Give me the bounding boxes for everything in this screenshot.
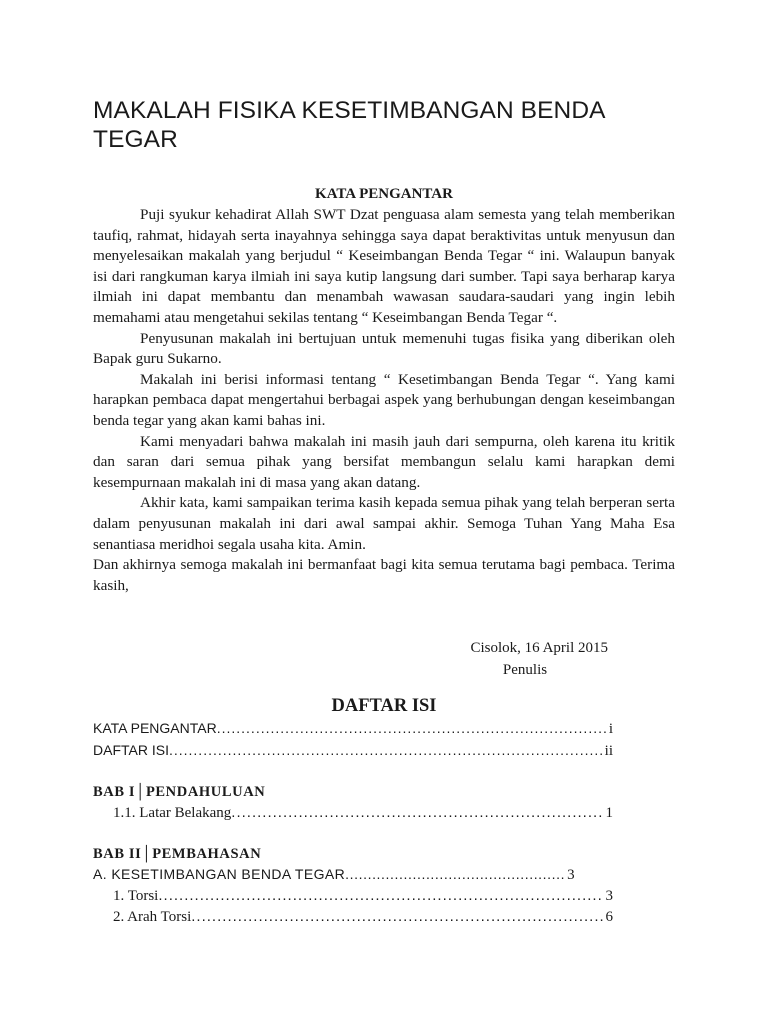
toc-page-number: 3	[605, 888, 613, 904]
toc-entry-torsi[interactable]	[113, 887, 613, 907]
toc-page-number: i	[608, 721, 613, 737]
toc-leader-dots	[345, 866, 565, 882]
toc-leader-dots	[231, 804, 603, 821]
preface-paragraph: Penyusunan makalah ini bertujuan untuk memenuhi tugas fisika yang diberikan oleh Bapak guru Sukarno.	[93, 329, 675, 368]
toc-entry-label: 1. Torsi	[113, 888, 159, 904]
preface-paragraph: Akhir kata, kami sampaikan terima kasih kepada semua pihak yang telah berperan serta dalam penyusunan makalah ini dari awal sampai akhir. Semoga Tuhan Yang Maha Esa senantiasa meridhoi segala usaha kita. Amin.	[93, 494, 675, 553]
preface-paragraph: Puji syukur kehadirat Allah SWT Dzat penguasa alam semesta yang telah memberikan taufiq, rahmat, hidayah serta inayahnya sehingga saya dapat beraktivitas untuk menyusun dan menyelesaikan makalah yang berjudul “ Keseimbangan Benda Tegar “ ini. Walaupun banyak isi dari rangkuman karya ilmiah ini saya kutip langsung dari sumber. Tapi saya berharap karya ilmiah ini dapat membantu dan menambah wawasan saudara-saudari yang ingin lebih memahami atau mengetahui sekilas tentang “ Keseimbangan Benda Tegar “.	[93, 206, 675, 326]
toc-entry-arah-torsi[interactable]	[113, 908, 613, 928]
preface-paragraph: Kami menyadari bahwa makalah ini masih jauh dari sempurna, oleh karena itu kritik dan saran dari semua pihak yang bersifat membangun selalu kami harapkan demi kesempurnaan makalah ini di masa yang akan datang.	[93, 432, 675, 491]
toc-entry-label: 1.1. Latar Belakang	[113, 805, 232, 821]
preface-paragraph: Makalah ini berisi informasi tentang “ Kesetimbangan Benda Tegar “. Yang kami harapkan pembaca dapat mengertahui berbagai aspek yang berhubungan dengan keseimbangan benda tegar yang akan kami bahas ini.	[93, 370, 675, 429]
toc-page-number: 1	[605, 805, 613, 821]
author-name: Penulis	[502, 662, 548, 678]
toc-entry-label: A. KESETIMBANGAN BENDA TEGAR	[93, 866, 346, 882]
toc-leader-dots	[169, 742, 603, 758]
toc-leader-dots	[217, 720, 607, 736]
toc-entry-kesetimbangan[interactable]	[93, 866, 613, 886]
toc-page-number: ii	[604, 743, 613, 759]
toc-entry-label: KATA PENGANTAR	[93, 720, 217, 736]
preface-heading: KATA PENGANTAR	[315, 186, 453, 202]
toc-entry-label: DAFTAR ISI	[93, 742, 169, 758]
toc-entry-kata-pengantar[interactable]	[93, 720, 613, 740]
toc-entry-label: 2. Arah Torsi	[113, 909, 192, 925]
toc-leader-dots	[158, 887, 603, 904]
preface-body	[93, 205, 675, 596]
toc-page-number: 6	[605, 909, 613, 925]
bab-2-heading: BAB II│PEMBAHASAN	[93, 846, 262, 862]
toc-entry-latar-belakang[interactable]	[113, 804, 613, 824]
toc-heading: DAFTAR ISI	[331, 696, 437, 716]
toc-page-number: 3	[567, 867, 576, 883]
toc-entry-daftar-isi[interactable]	[93, 742, 613, 762]
signature-block	[440, 637, 610, 681]
toc-leader-dots	[191, 908, 603, 925]
preface-paragraph: Dan akhirnya semoga makalah ini bermanfaat bagi kita semua terutama bagi pembaca. Terima kasih,	[93, 556, 675, 594]
document-title: MAKALAH FISIKA KESETIMBANGAN BENDA TEGAR	[93, 97, 605, 153]
place-date: Cisolok, 16 April 2015	[470, 640, 608, 656]
bab-1-heading: BAB I│PENDAHULUAN	[93, 784, 266, 800]
